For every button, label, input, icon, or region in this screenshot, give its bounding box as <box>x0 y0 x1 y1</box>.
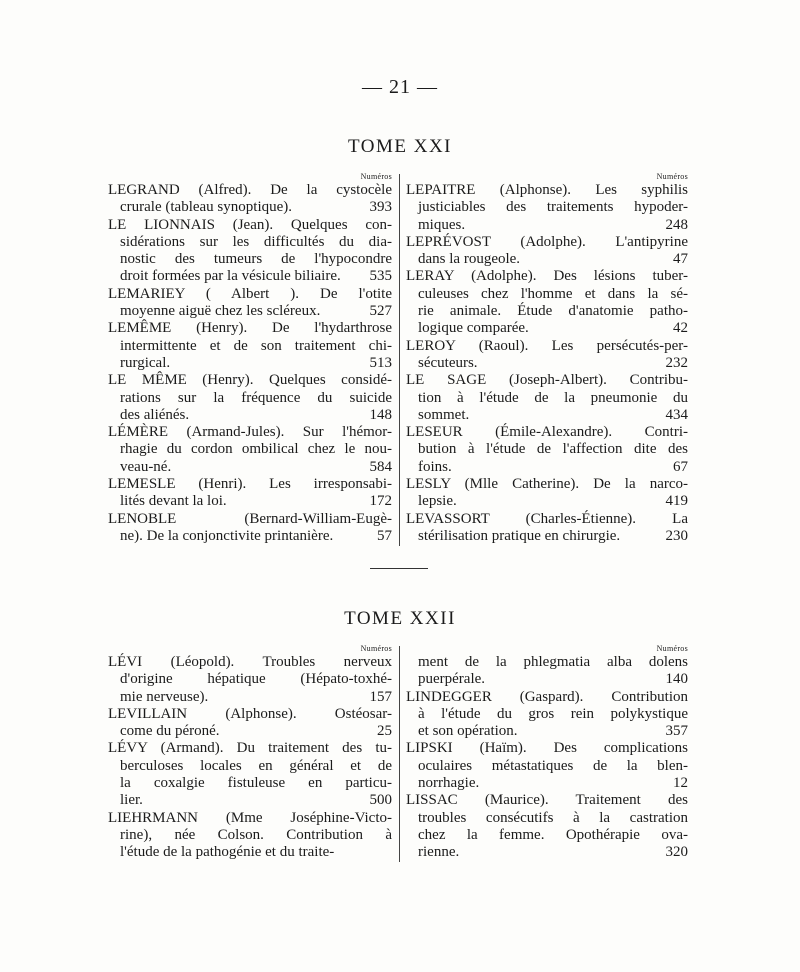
index-entry <box>406 182 688 234</box>
entry-text: sommet. <box>418 406 470 423</box>
entry-number: 157 <box>369 688 392 705</box>
index-entry <box>108 424 392 476</box>
entry-text: lités devant la loi. <box>120 493 227 510</box>
index-entry <box>406 511 688 546</box>
entry-text-line: sidérations sur les difficultés du dia- <box>120 233 392 250</box>
index-entry <box>108 511 392 546</box>
entry-text: miques. <box>418 216 466 233</box>
entry-text: veau-né. <box>120 458 172 475</box>
index-entry <box>108 706 392 741</box>
entry-title-line: LESEUR (Émile-Alexandre). Contri- <box>406 424 688 441</box>
entry-text-line: oculaires métastatiques de la blen- <box>418 757 688 774</box>
entry-text: foins. <box>418 458 452 475</box>
entry-text-line: tion à l'étude de la pneumonie du <box>418 389 688 406</box>
entry-number: 513 <box>369 354 392 371</box>
entry-number: 527 <box>369 303 392 320</box>
entry-text: ne). De la conjonctivite printanière. <box>120 527 334 544</box>
index-entry <box>108 217 392 286</box>
entry-text: come du péroné. <box>120 723 220 740</box>
entry-text-line: à l'étude du gros rein polykystique <box>418 705 688 722</box>
entry-title-line: LEROY (Raoul). Les persécutés-per- <box>406 337 688 354</box>
entry-text-line <box>406 723 688 740</box>
entry-title-line: LIEHRMANN (Mme Joséphine-Victo- <box>108 809 392 826</box>
entry-text-line <box>108 355 392 372</box>
left-column <box>108 172 392 545</box>
entry-title-line: LERAY (Adolphe). Des lésions tuber- <box>406 268 688 285</box>
entry-text-line <box>406 251 688 268</box>
index-entry <box>406 338 688 373</box>
column-divider <box>399 646 400 862</box>
entry-text: mie nerveuse). <box>120 688 209 705</box>
entry-text-line <box>406 355 688 372</box>
index-entry <box>406 476 688 511</box>
entry-text: et son opération. <box>418 723 518 740</box>
entry-number: 320 <box>665 844 688 861</box>
entry-text-line: d'origine hépatique (Hépato-toxhé- <box>120 671 392 688</box>
entry-title-line: LIPSKI (Haïm). Des complications <box>406 740 688 757</box>
entry-number: 57 <box>377 527 392 544</box>
entry-number: 232 <box>665 354 688 371</box>
left-column <box>108 644 392 862</box>
index-entry <box>406 372 688 424</box>
column-header: Numéros <box>360 172 392 181</box>
entry-title-line: LENOBLE (Bernard-William-Eugè- <box>108 510 392 527</box>
index-entry <box>406 689 688 741</box>
index-entry <box>108 740 392 809</box>
entry-text-line: intermittente et de son traitement chi- <box>120 337 392 354</box>
entry-text-line: rine), née Colson. Contribution à <box>120 826 392 843</box>
column-header: Numéros <box>656 644 688 653</box>
index-entry <box>108 182 392 217</box>
entry-text-line: rie animale. Étude d'anatomie patho- <box>418 303 688 320</box>
entry-text-line <box>406 844 688 861</box>
entry-text-line <box>406 459 688 476</box>
entry-text: norrhagie. <box>418 775 480 792</box>
entry-title-line: LEMARIEY ( Albert ). De l'otite <box>108 285 392 302</box>
entry-number: 500 <box>369 792 392 809</box>
entry-text: logique comparée. <box>418 320 529 337</box>
entry-title-line: LÉMÈRE (Armand-Jules). Sur l'hémor- <box>108 424 392 441</box>
entry-number: 393 <box>369 199 392 216</box>
page-number: — 21 — <box>362 76 438 98</box>
index-entry <box>406 654 688 689</box>
entry-text: droit formées par la vésicule biliaire. <box>120 268 341 285</box>
entry-title-line: LEMÊME (Henry). De l'hydarthrose <box>108 320 392 337</box>
entry-title-line: ment de la phlegmatia alba dolens <box>418 654 688 670</box>
entry-text-line: culeuses chez l'homme et dans la sé- <box>418 285 688 302</box>
entry-text: des aliénés. <box>120 406 190 423</box>
tome-title: TOME XXI <box>347 136 452 157</box>
entry-number: 67 <box>673 458 688 475</box>
entry-number: 47 <box>673 251 688 268</box>
entry-title-line: LESLY (Mlle Catherine). De la narco- <box>406 476 688 493</box>
entry-number: 434 <box>665 406 688 423</box>
entry-text: stérilisation pratique en chirurgie. <box>418 527 621 544</box>
index-entry <box>406 268 688 337</box>
entry-text: rienne. <box>418 844 460 861</box>
entry-title-line: LEVILLAIN (Alphonse). Ostéosar- <box>108 705 392 722</box>
entry-text: crurale (tableau synoptique). <box>120 199 293 216</box>
entry-text: lier. <box>120 792 143 809</box>
entry-text-line <box>108 689 392 706</box>
column-divider <box>399 174 400 546</box>
column-header: Numéros <box>360 644 392 653</box>
entry-title-line: LE MÊME (Henry). Quelques considé- <box>108 372 392 389</box>
index-entry <box>108 476 392 511</box>
entry-number: 42 <box>673 320 688 337</box>
entry-text-line: troubles consécutifs à la castration <box>418 809 688 826</box>
entry-number: 535 <box>369 268 392 285</box>
entry-title-line: LÉVI (Léopold). Troubles nerveux <box>108 654 392 670</box>
entry-text-line <box>108 723 392 740</box>
entry-text-line <box>406 493 688 510</box>
entry-text-line <box>108 493 392 510</box>
entry-text-line <box>108 528 392 545</box>
index-entry <box>108 372 392 424</box>
entry-number: 230 <box>665 527 688 544</box>
index-entry <box>108 286 392 321</box>
entry-text-line <box>108 459 392 476</box>
entry-title-line: LEPAITRE (Alphonse). Les syphilis <box>406 182 688 198</box>
right-column <box>406 172 688 545</box>
entry-number: 140 <box>665 671 688 688</box>
section-separator <box>370 568 428 569</box>
entry-number: 248 <box>665 216 688 233</box>
entry-text-line: justiciables des traitements hypoder- <box>418 199 688 216</box>
entry-text: moyenne aiguë chez les scléreux. <box>120 303 321 320</box>
entry-text-line: bution à l'étude de l'affection dite des <box>418 441 688 458</box>
entry-number: 584 <box>369 458 392 475</box>
tome-title: TOME XXII <box>344 608 456 629</box>
entry-text-line: chez la femme. Opothérapie ova- <box>418 826 688 843</box>
entry-number: 172 <box>369 493 392 510</box>
entry-text: dans la rougeole. <box>418 251 521 268</box>
entry-text: sécuteurs. <box>418 354 478 371</box>
entry-title-line: LE LIONNAIS (Jean). Quelques con- <box>108 216 392 233</box>
entry-title-line: LISSAC (Maurice). Traitement des <box>406 792 688 809</box>
column-header: Numéros <box>656 172 688 181</box>
index-entry <box>406 740 688 792</box>
entry-text-line <box>406 320 688 337</box>
entry-text-line <box>406 775 688 792</box>
entry-text-line <box>406 671 688 688</box>
entry-title-line: LEVASSORT (Charles-Étienne). La <box>406 510 688 527</box>
entry-title-line: LEGRAND (Alfred). De la cystocèle <box>108 182 392 198</box>
index-entry <box>108 654 392 706</box>
entry-number: 12 <box>673 775 688 792</box>
index-entry <box>406 792 688 861</box>
right-column <box>406 644 688 862</box>
entry-title-line: LINDEGGER (Gaspard). Contribution <box>406 688 688 705</box>
entry-number: 357 <box>665 723 688 740</box>
index-entry <box>108 810 392 862</box>
entry-text-line <box>406 217 688 234</box>
index-entry <box>406 424 688 476</box>
entry-text-line <box>108 303 392 320</box>
entry-text-line <box>108 199 392 216</box>
index-entry <box>406 234 688 269</box>
entry-text-line <box>108 268 392 285</box>
entry-text-line: la coxalgie fistuleuse en particu- <box>120 775 392 792</box>
entry-text-line <box>406 528 688 545</box>
entry-text: rurgical. <box>120 354 171 371</box>
entry-text-line: rations sur la fréquence du suicide <box>120 389 392 406</box>
entry-text: lepsie. <box>418 493 457 510</box>
entry-text-line <box>108 792 392 809</box>
index-entry <box>108 320 392 372</box>
entry-number: 25 <box>377 723 392 740</box>
entry-title-line: LEPRÉVOST (Adolphe). L'antipyrine <box>406 233 688 250</box>
entry-number: 148 <box>369 406 392 423</box>
entry-text: puerpérale. <box>418 671 486 688</box>
entry-text-line <box>108 407 392 424</box>
entry-text-line: l'étude de la pathogénie et du traite- <box>120 844 335 861</box>
entry-text-line: rhagie du cordon ombilical chez le nou- <box>120 441 392 458</box>
entry-title-line: LÉVY (Armand). Du traitement des tu- <box>108 740 392 757</box>
entry-title-line: LEMESLE (Henri). Les irresponsabi- <box>108 476 392 493</box>
entry-text-line <box>406 407 688 424</box>
entry-text-line: berculoses locales en général et de <box>120 757 392 774</box>
entry-number: 419 <box>665 493 688 510</box>
entry-title-line: LE SAGE (Joseph-Albert). Contribu- <box>406 372 688 389</box>
entry-text-line: nostic des tumeurs de l'hypocondre <box>120 251 392 268</box>
